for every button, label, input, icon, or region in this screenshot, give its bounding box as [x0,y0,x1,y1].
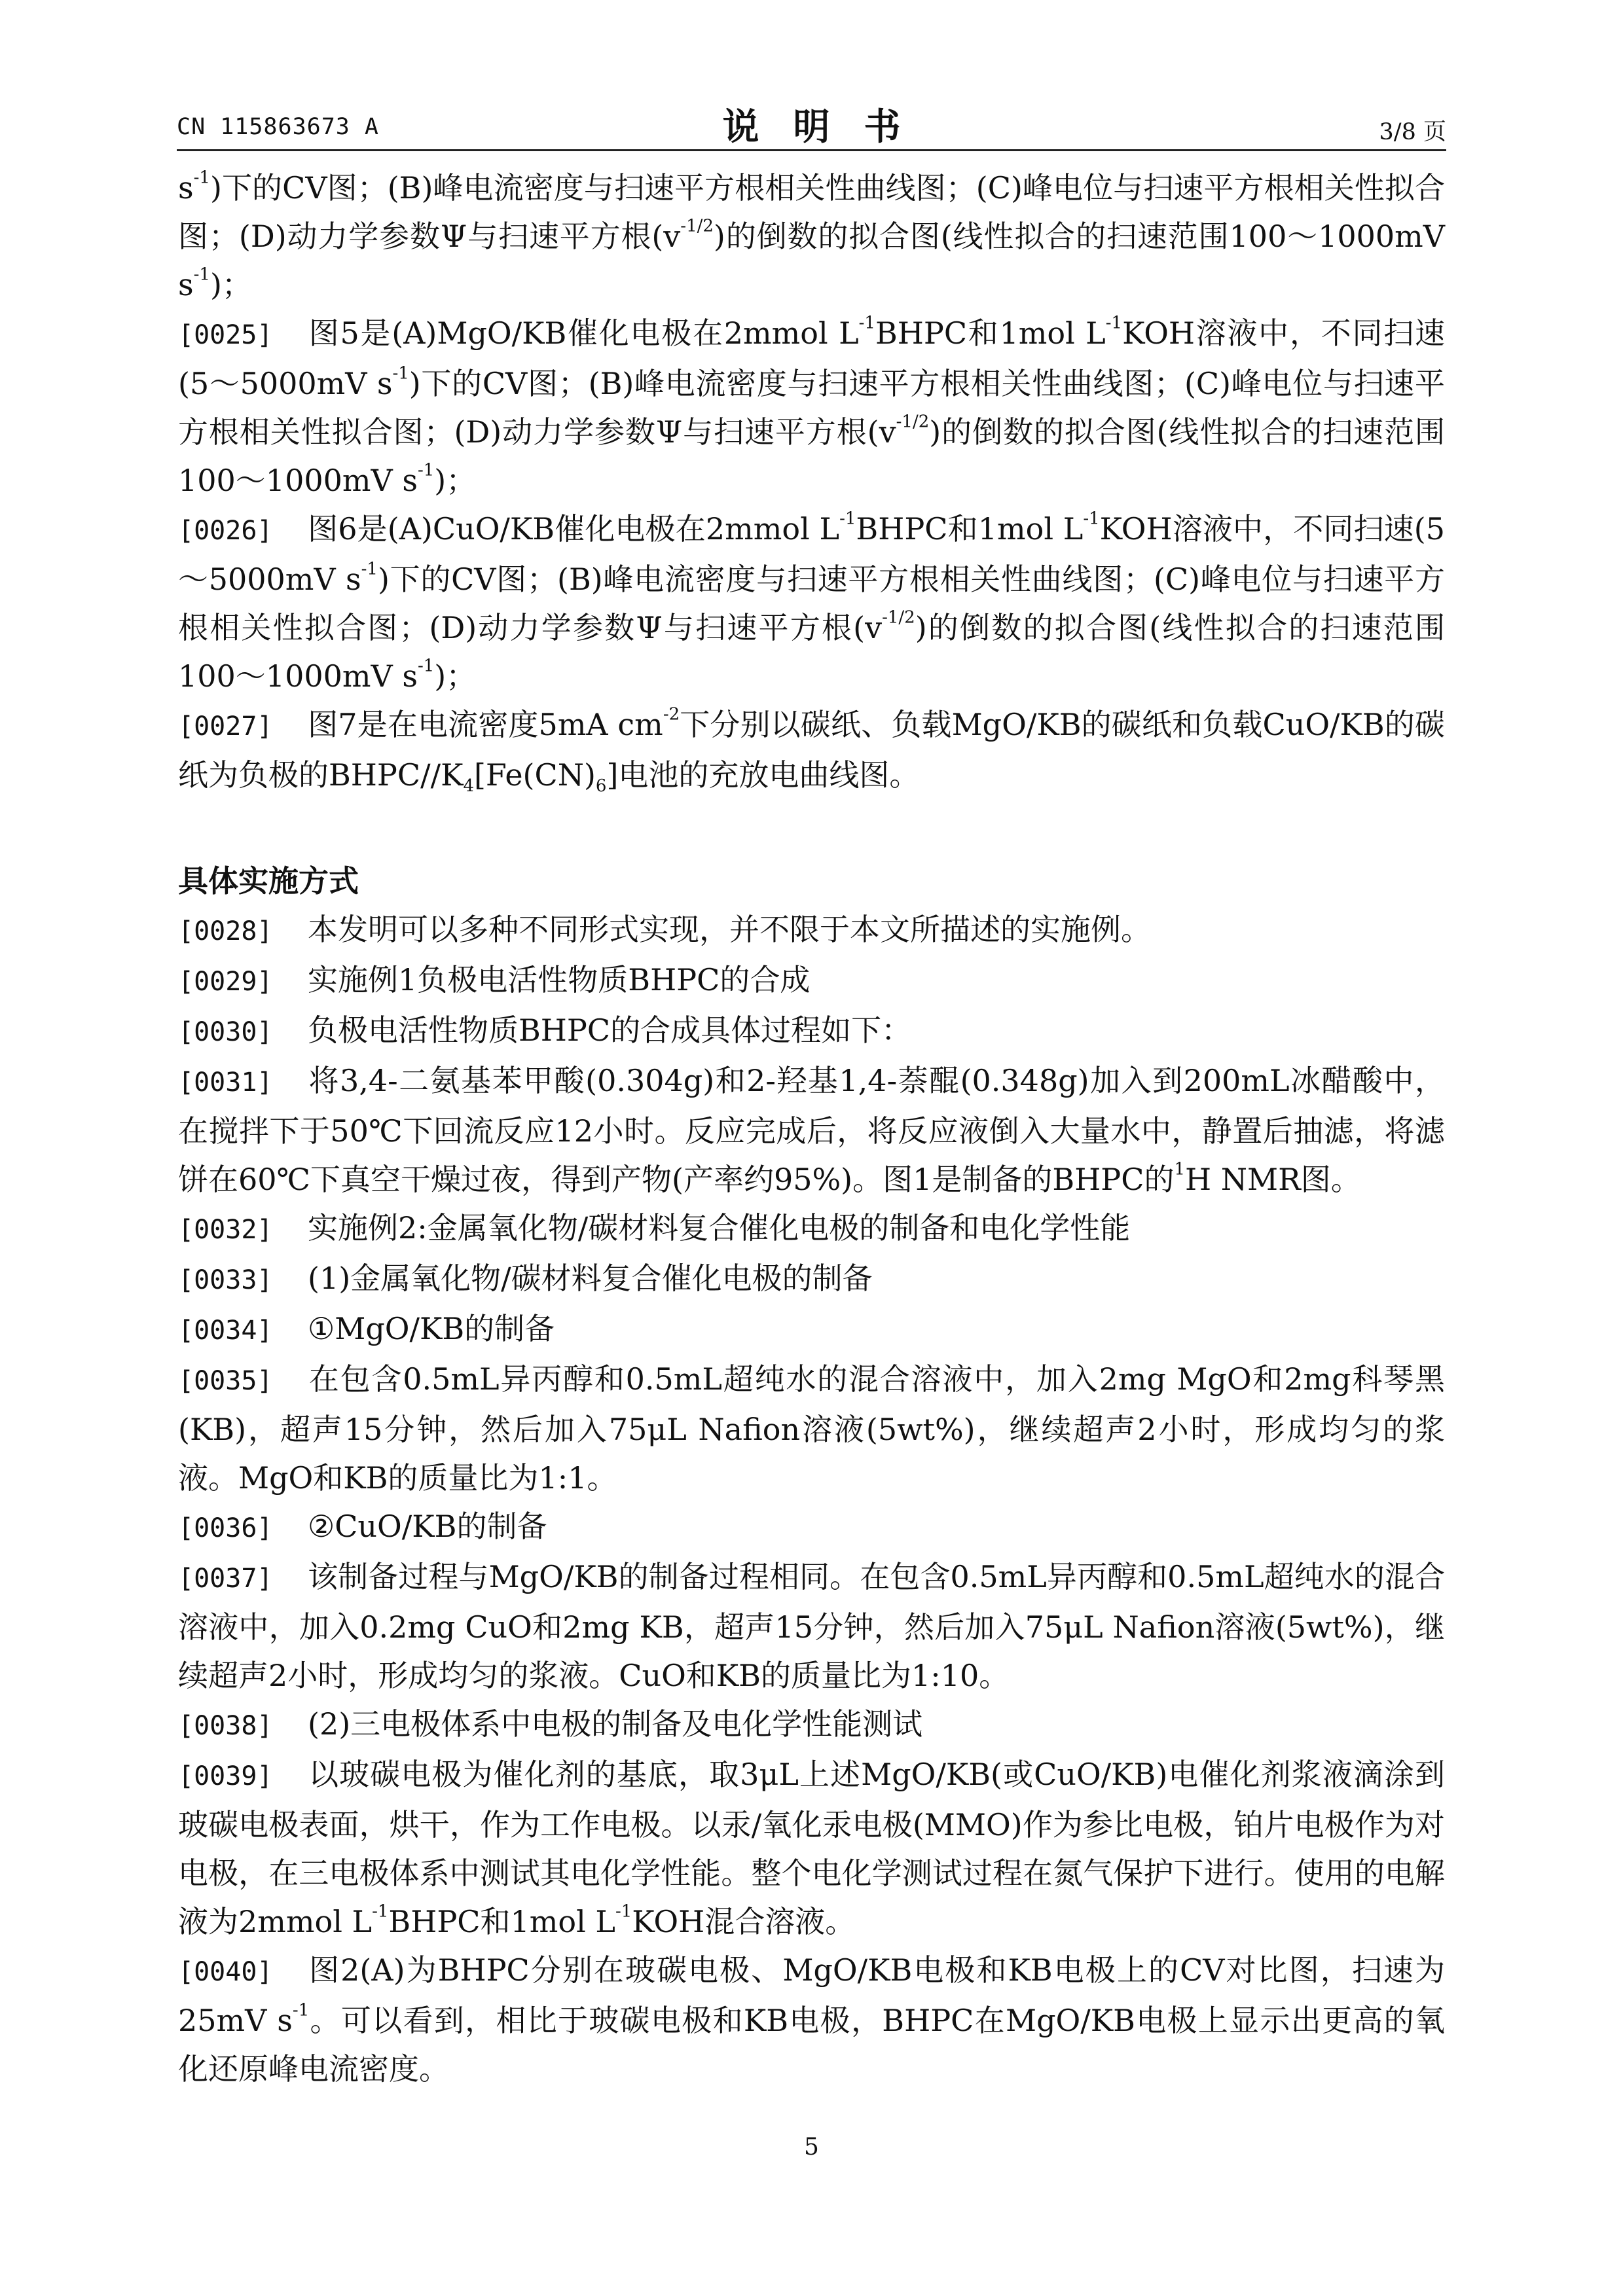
paragraph-text: 图5是(A)MgO/KB催化电极在2mmol $L^{-1}BHPC$和1mol $L^{-1}KOH$溶液中，不同扫速(5～5000mV $s^{-1}$)下的CV图；(B)峰电流密度与扫速平方根相关性曲线图；(C)峰电位与扫速平方根相关性拟合图；(D)动力学参数Ψ与扫速平方根$(v^{-1/2})$的倒数的拟合图(线性拟合的扫速范围100～1000mV $s^{-1}$)； [178,313,1446,498]
paragraph [178,1204,1445,1254]
paragraph-text: $s^{-1}$)下的CV图；(B)峰电流密度与扫速平方根相关性曲线图；(C)峰电位与扫速平方根相关性拟合图；(D)动力学参数Ψ与扫速平方根$(v^{-1/2})$的倒数的拟合图(线性拟合的扫速范围100～1000mV $s^{-1}$)； [178,168,1445,302]
paragraph-number: [0031] [178,1067,273,1098]
paragraph-text: 该制备过程与MgO/KB的制备过程相同。在包含0.5mL异丙醇和0.5mL超纯水的混合溶液中，加入0.2mg CuO和2mg KB，超声15分钟，然后加入75μL Nafion溶液(5wt%)，继续超声2小时，形成均匀的浆液。CuO和KB的质量比为1:10。 [178,1559,1445,1693]
paragraph [178,1304,1445,1355]
paragraph-text: 负极电活性物质BHPC的合成具体过程如下： [308,1013,912,1048]
paragraph-number: [0025] [178,320,273,350]
paragraph-text: (1)金属氧化物/碳材料复合催化电极的制备 [308,1261,873,1296]
paragraph [178,905,1445,956]
page-indicator: 3/8 页 [1379,119,1446,145]
paragraph-text: 实施例1负极电活性物质BHPC的合成 [308,962,811,997]
paragraph-text: 图6是(A)CuO/KB催化电极在2mmol $L^{-1}BHPC$和1mol $L^{-1}KOH$溶液中，不同扫速(5～5000mV $s^{-1}$)下的CV图；(B)峰电流密度与扫速平方根相关性曲线图；(C)峰电位与扫速平方根相关性拟合图；(D)动力学参数Ψ与扫速平方根$(v^{-1/2})$的倒数的拟合图(线性拟合的扫速范围100～1000mV $s^{-1}$)； [178,509,1446,694]
paragraph-text: 实施例2:金属氧化物/碳材料复合催化电极的制备和电化学性能 [308,1210,1131,1246]
paragraph [178,1552,1445,1700]
paragraph-text: (2)三电极体系中电极的制备及电化学性能测试 [308,1706,923,1742]
paragraph-number: [0026] [178,516,273,546]
paragraph [178,309,1445,505]
paragraph [178,1355,1445,1502]
paragraph-number: [0039] [178,1761,273,1791]
paragraph-text: 图2(A)为BHPC分别在玻碳电极、MgO/KB电极和KB电极上的CV对比图，扫速为25mV $s^{-1}$。可以看到，相比于玻碳电极和KB电极，BHPC在MgO/KB电极上显示出更高的氧化还原峰电流密度。 [178,1952,1445,2087]
paragraph-number: [0033] [178,1265,273,1295]
paragraph-number: [0038] [178,1711,273,1741]
paragraph-text: 将3,4-二氨基苯甲酸(0.304g)和2-羟基1,4-萘醌(0.348g)加入到200mL冰醋酸中，在搅拌下于50℃下回流反应12小时。反应完成后，将反应液倒入大量水中，静置后抽滤，将滤饼在60℃下真空干燥过夜，得到产物(产率约95%)。图1是制备的BHPC的$^1$H NMR图。 [178,1063,1445,1197]
paragraph-number: [0032] [178,1215,273,1245]
paragraph [178,1254,1445,1304]
paragraph [178,1946,1445,2093]
paragraph [178,1056,1445,1204]
paragraph [178,956,1445,1006]
paragraph-number: [0027] [178,711,273,742]
paragraph-number: [0028] [178,916,273,946]
paragraph-text: ②CuO/KB的制备 [308,1509,547,1544]
paragraph-text: 在包含0.5mL异丙醇和0.5mL超纯水的混合溶液中，加入2mg MgO和2mg科琴黑(KB)，超声15分钟，然后加入75μL Nafion溶液(5wt%)，继续超声2小时，形成均匀的浆液。MgO和KB的质量比为1:1。 [178,1361,1445,1496]
paragraph [178,1006,1445,1056]
paragraph-text: 图7是在电流密度5mA $cm^{-2}$下分别以碳纸、负载MgO/KB的碳纸和负载CuO/KB的碳纸为负极的BHPC/$/K_4[Fe(CN)_6]$电池的充放电曲线图。 [178,704,1445,797]
document-body [178,164,1445,2093]
paragraph [178,700,1445,799]
paragraph-text: ①MgO/KB的制备 [308,1311,555,1346]
section-title: 具体实施方式 [178,863,359,899]
paragraph-number: [0034] [178,1316,273,1346]
header-rule [177,149,1446,151]
paragraph [178,1700,1445,1750]
paragraph-number: [0035] [178,1366,273,1396]
paragraph-number: [0029] [178,967,273,997]
paragraph [178,505,1445,700]
paragraph-text: 本发明可以多种不同形式实现，并不限于本文所描述的实施例。 [308,912,1151,947]
paragraph-number: [0030] [178,1017,273,1047]
patent-number: CN 115863673 A [177,114,380,140]
paragraph-number: [0037] [178,1564,273,1594]
figure-descriptions [178,164,1445,799]
paragraph-number: [0036] [178,1513,273,1543]
paragraph-number: [0040] [178,1957,273,1987]
paragraph [178,1750,1445,1946]
paragraph [178,1502,1445,1552]
paragraph-text: 以玻碳电极为催化剂的基底，取3μL上述MgO/KB(或CuO/KB)电催化剂浆液滴涂到玻碳电极表面，烘干，作为工作电极。以汞/氧化汞电极(MMO)作为参比电极，铂片电极作为对电极，在三电极体系中测试其电化学性能。整个电化学测试过程在氮气保护下进行。使用的电解液为2mmol $L^{-1}BHPC$和1mol $L^{-1}KOH$混合溶液。 [178,1757,1445,1939]
paragraph [178,164,1445,309]
page-header [177,98,1446,151]
embodiment-paragraphs [178,905,1445,2093]
page-number: 5 [804,2134,819,2161]
document-title: 说明书 [722,106,935,149]
